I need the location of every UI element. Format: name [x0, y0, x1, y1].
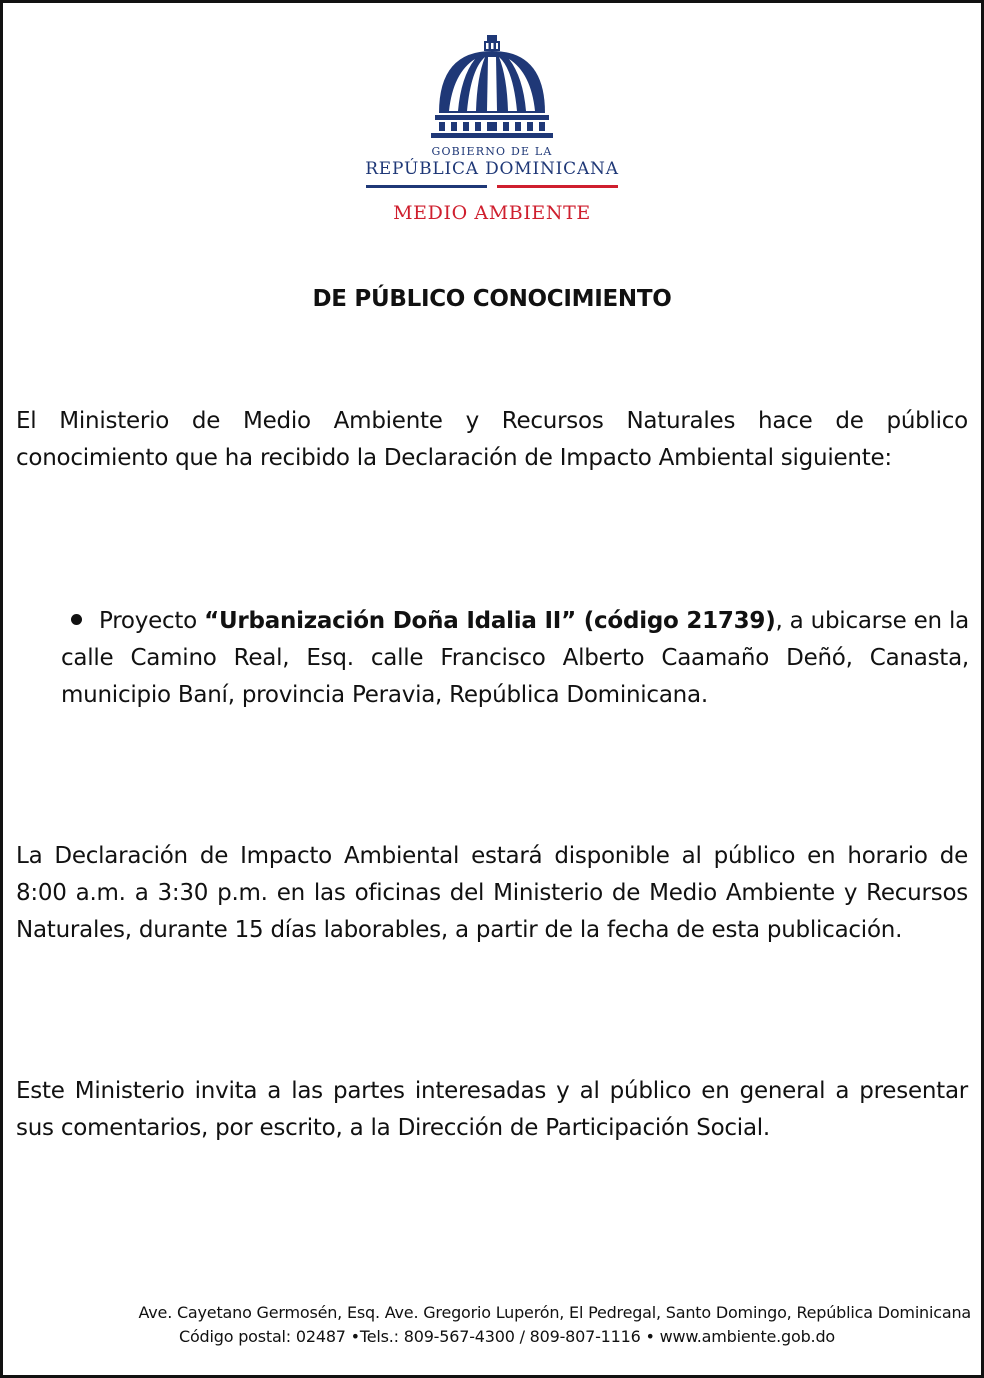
- ministry-name: MEDIO AMBIENTE: [393, 202, 591, 224]
- project-prefix: Proyecto: [99, 608, 197, 634]
- gov-title: REPÚBLICA DOMINICANA: [365, 159, 619, 179]
- government-logo: [3, 33, 981, 224]
- footer-address: Ave. Cayetano Germosén, Esq. Ave. Gregorio Luperón, El Pedregal, Santo Domingo, República Dominicana: [138, 1303, 971, 1322]
- footer-contact: Código postal: 02487 •Tels.: 809-567-4300 / 809-807-1116 • www.ambiente.gob.do: [179, 1327, 835, 1346]
- project-bullet: [61, 603, 969, 714]
- gov-subtitle: GOBIERNO DE LA: [431, 145, 553, 158]
- notice-title: DE PÚBLICO CONOCIMIENTO: [312, 286, 672, 312]
- project-location: , a ubicarse en la calle Camino Real, Esq. calle Francisco Alberto Caamaño Deñó, Canasta, municipio Baní, provincia Peravia, República Dominicana.: [61, 608, 969, 708]
- flag-rule: [366, 185, 618, 188]
- footer: [3, 1301, 971, 1349]
- project-name: “Urbanización Doña Idalia II” (código 21739): [204, 608, 776, 634]
- availability-paragraph: La Declaración de Impacto Ambiental estará disponible al público en horario de 8:00 a.m. a 3:30 p.m. en las oficinas del Ministerio de Medio Ambiente y Recursos Naturales, durante 15 días laborables, a partir de la fecha de esta publicación.: [16, 843, 968, 943]
- capitol-dome-icon: [427, 33, 557, 143]
- bullet-dot-icon: [71, 614, 82, 625]
- intro-paragraph: El Ministerio de Medio Ambiente y Recursos Naturales hace de público conocimiento que ha recibido la Declaración de Impacto Ambiental siguiente:: [16, 408, 968, 471]
- invitation-paragraph: Este Ministerio invita a las partes interesadas y al público en general a presentar sus comentarios, por escrito, a la Dirección de Participación Social.: [16, 1078, 968, 1141]
